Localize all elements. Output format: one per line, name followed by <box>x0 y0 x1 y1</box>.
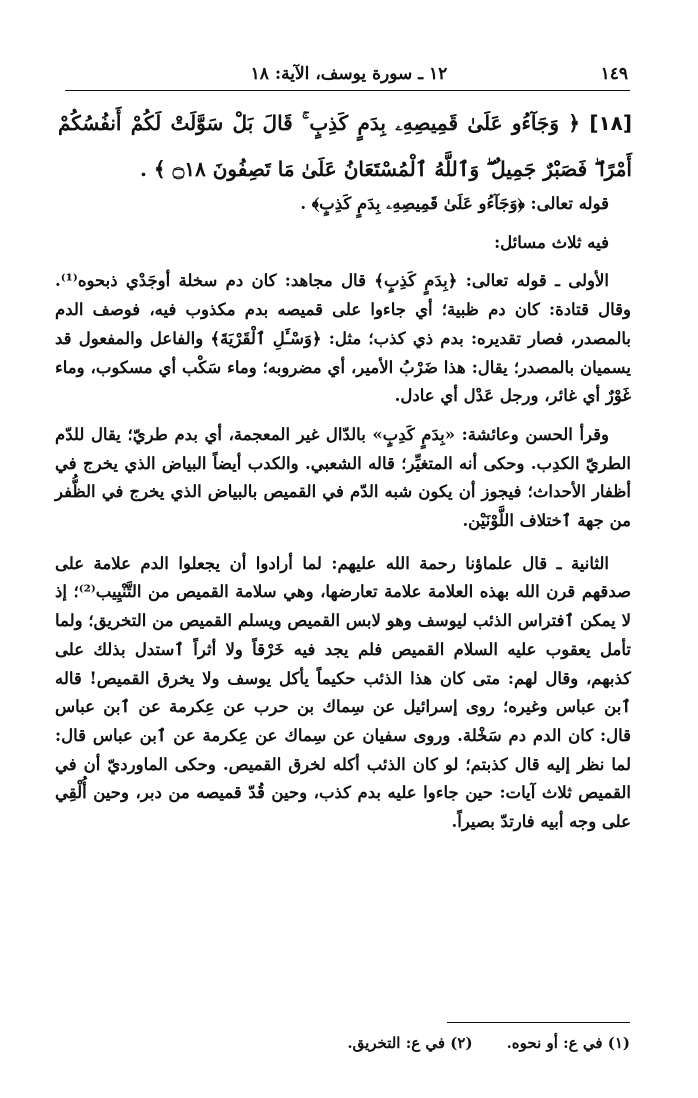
page-number: ١٤٩ <box>600 64 628 84</box>
footnote-1: (١) في ع: أو نحوه. <box>506 1034 630 1052</box>
footnote-rule <box>447 1022 630 1023</box>
footnote-2: (٢) في ع: التخريق. <box>347 1034 473 1052</box>
second-issue-paragraph <box>55 550 631 837</box>
reading-paragraph: وقرأ الحسن وعائشة: «بِدَمٍ كَدِبٍ» بالدّال غير المعجمة، أي بدم طريّ؛ يقال للدّم الطريّ الكدِب. وحكى أنه المتغيِّر؛ قاله الشعبي. والكدب أيضاً البياض الذي يخرج في أظفار الأحداث؛ فيجوز أن يكون شبه الدّم في القميص بالبياض الذي يخرج في الظُّفر من جهة ٱختلاف اللَّوْنَيْن. <box>55 424 631 531</box>
second-issue-lead: الثانية ـ <box>556 553 609 573</box>
first-issue-text: قوله تعالى: ﴿بِدَمٍ كَذِبٍ﴾ قال مجاهد: كان دم سخلة أوجَدْي ذبحوه⁽¹⁾. وقال قتادة: كان دم ظبية؛ أي جاءوا على قميصه بدم مكذوب فيه، فوصف الدم بالمصدر، فصار تقديره: بدم ذي كذب؛ مثل: ﴿وَسْـَٔلِ ٱلْقَرْيَةَ﴾ والفاعل والمفعول قد يسميان بالمصدر؛ يقال: هذا ضَرْبُ الأمير، أي مضروبه؛ وماء سَكْب أي مسكوب، وماء غَوْرٌ أي غائر، ورجل عَدْل أي عادل. <box>55 271 631 406</box>
quran-verse <box>58 100 632 192</box>
second-issue-text: قال علماؤنا رحمة الله عليهم: لما أرادوا أن يجعلوا الدم علامة على صدقهم قرن الله بهذه العلامة علامة تعارضها، وهي سلامة القميص من التَّنْيِيب⁽²⁾؛ إذ لا يمكن ٱفتراس الذئب ليوسف وهو لابس القميص ويسلم القميص من التخريق؛ ولما تأمل يعقوب عليه السلام القميص فلم يجد فيه خَرْقاً ولا أثراً ٱستدل بذلك على كذبهم، وقال لهم: متى كان هذا الذئب حكيماً يأكل يوسف ولا يخرق القميص! قاله ٱبن عباس وغيره؛ روى إسرائيل عن سِماك بن حرب عن عِكرمة عن ٱبن عباس قال: كان الدم دم سَخْلة. وروى سفيان عن سِماك عن عِكرمة عن ٱبن عباس قال: لما نظر إليه قال كذبتم؛ لو كان الذئب أكله لخرق القميص. وحكى الماورديّ أن في القميص ثلاث آيات: حين جاءوا عليه بدم كذب، وحين قُدّ قميصه من دبر، وحين أُلْقِي على وجه أبيه فارتدّ بصيراً. <box>55 553 631 832</box>
verse-text: ﴿ وَجَآءُو عَلَىٰ قَمِيصِهِۦ بِدَمٍ كَذِبٍ ۚ قَالَ بَلْ سَوَّلَتْ لَكُمْ أَنفُسُكُمْ أَمْرًا ۖ فَصَبْرٌ جَمِيلٌ ۖ وَٱللَّهُ ٱلْمُسْتَعَانُ عَلَىٰ مَا تَصِفُونَ ۝١٨ ﴾ . <box>58 111 632 181</box>
running-title: ١٢ ـ سورة يوسف، الآية: ١٨ <box>250 64 448 84</box>
page-header <box>70 60 628 88</box>
first-issue-paragraph <box>55 267 631 411</box>
first-issue-lead: الأولى ـ <box>555 271 609 291</box>
header-rule <box>65 90 630 91</box>
commentary-body <box>55 190 631 837</box>
intro-line: قوله تعالى: ﴿وَجَآءُو عَلَىٰ قَمِيصِهِۦ بِدَمٍ كَذِبٍ﴾ . <box>300 194 609 213</box>
issues-line: فيه ثلاث مسائل: <box>494 232 609 252</box>
footnotes <box>200 1034 630 1052</box>
verse-number: [١٨] <box>589 111 633 135</box>
